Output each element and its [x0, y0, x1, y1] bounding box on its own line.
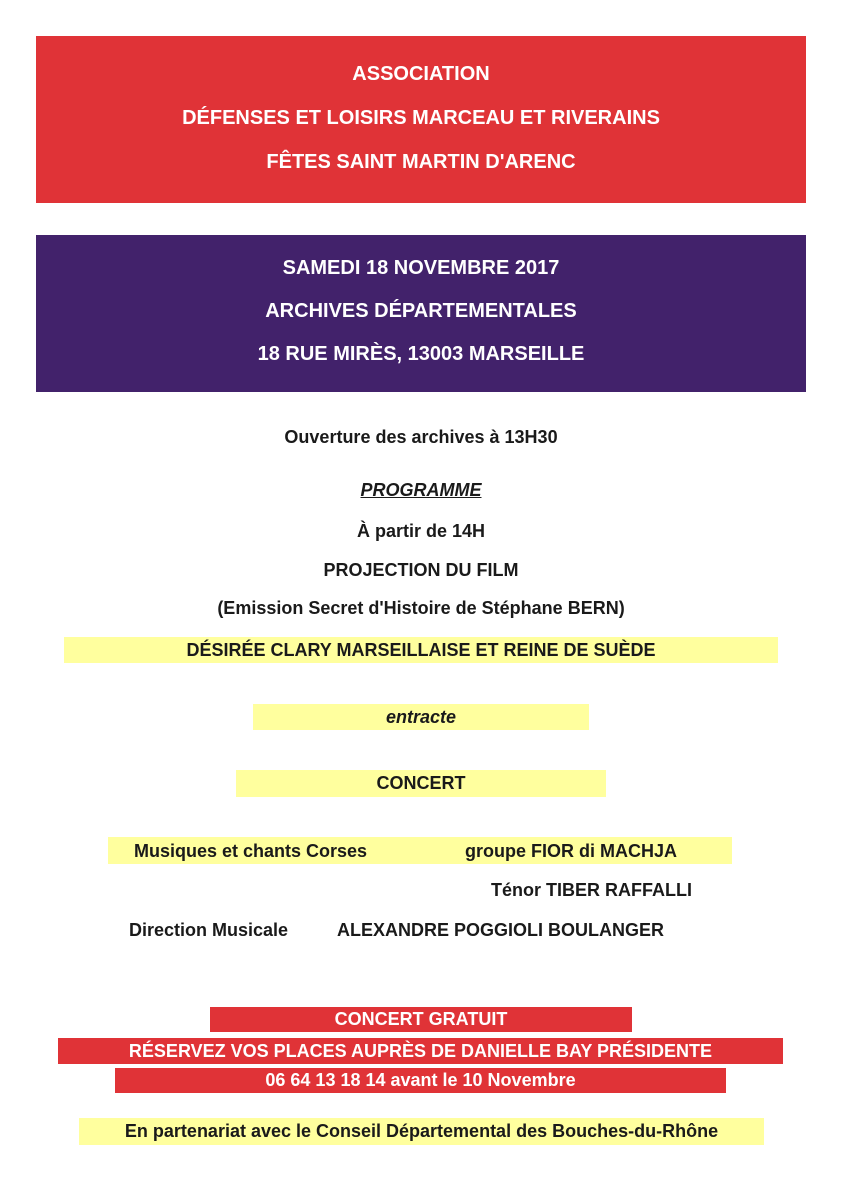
film-source: (Emission Secret d'Histoire de Stéphane BERN)	[217, 598, 625, 618]
music-label: Musiques et chants Corses	[134, 841, 368, 861]
free-concert-banner: CONCERT GRATUIT	[210, 1007, 632, 1032]
phone-banner: 06 64 13 18 14 avant le 10 Novembre	[115, 1068, 726, 1093]
event-info-banner	[36, 235, 806, 392]
film-label: PROJECTION DU FILM	[323, 560, 519, 580]
reservation-banner: RÉSERVEZ VOS PLACES AUPRÈS DE DANIELLE BAY PRÉSIDENTE	[58, 1038, 783, 1064]
performers-row	[108, 837, 732, 864]
opening-time: Ouverture des archives à 13H30	[284, 427, 558, 447]
group-name: groupe FIOR di MACHJA	[465, 841, 677, 861]
tenor: Ténor TIBER RAFFALLI	[491, 880, 692, 900]
association-title: ASSOCIATION	[352, 63, 490, 85]
event-date: SAMEDI 18 NOVEMBRE 2017	[282, 257, 560, 279]
event-address: 18 RUE MIRÈS, 13003 MARSEILLE	[257, 343, 585, 365]
film-title: DÉSIRÉE CLARY MARSEILLAISE ET REINE DE SUÈDE	[64, 637, 778, 663]
concert-heading: CONCERT	[236, 770, 606, 797]
programme-heading: PROGRAMME	[360, 480, 482, 500]
festival-name: FÊTES SAINT MARTIN D'ARENC	[266, 151, 576, 173]
intermission: entracte	[253, 704, 589, 730]
event-venue: ARCHIVES DÉPARTEMENTALES	[265, 300, 577, 322]
partnership-banner: En partenariat avec le Conseil Départemental des Bouches-du-Rhône	[79, 1118, 764, 1145]
association-banner	[36, 36, 806, 203]
programme-start: À partir de 14H	[356, 521, 486, 541]
direction-label: Direction Musicale	[129, 920, 289, 940]
association-name: DÉFENSES ET LOISIRS MARCEAU ET RIVERAINS	[182, 107, 660, 129]
director-name: ALEXANDRE POGGIOLI BOULANGER	[337, 920, 665, 940]
